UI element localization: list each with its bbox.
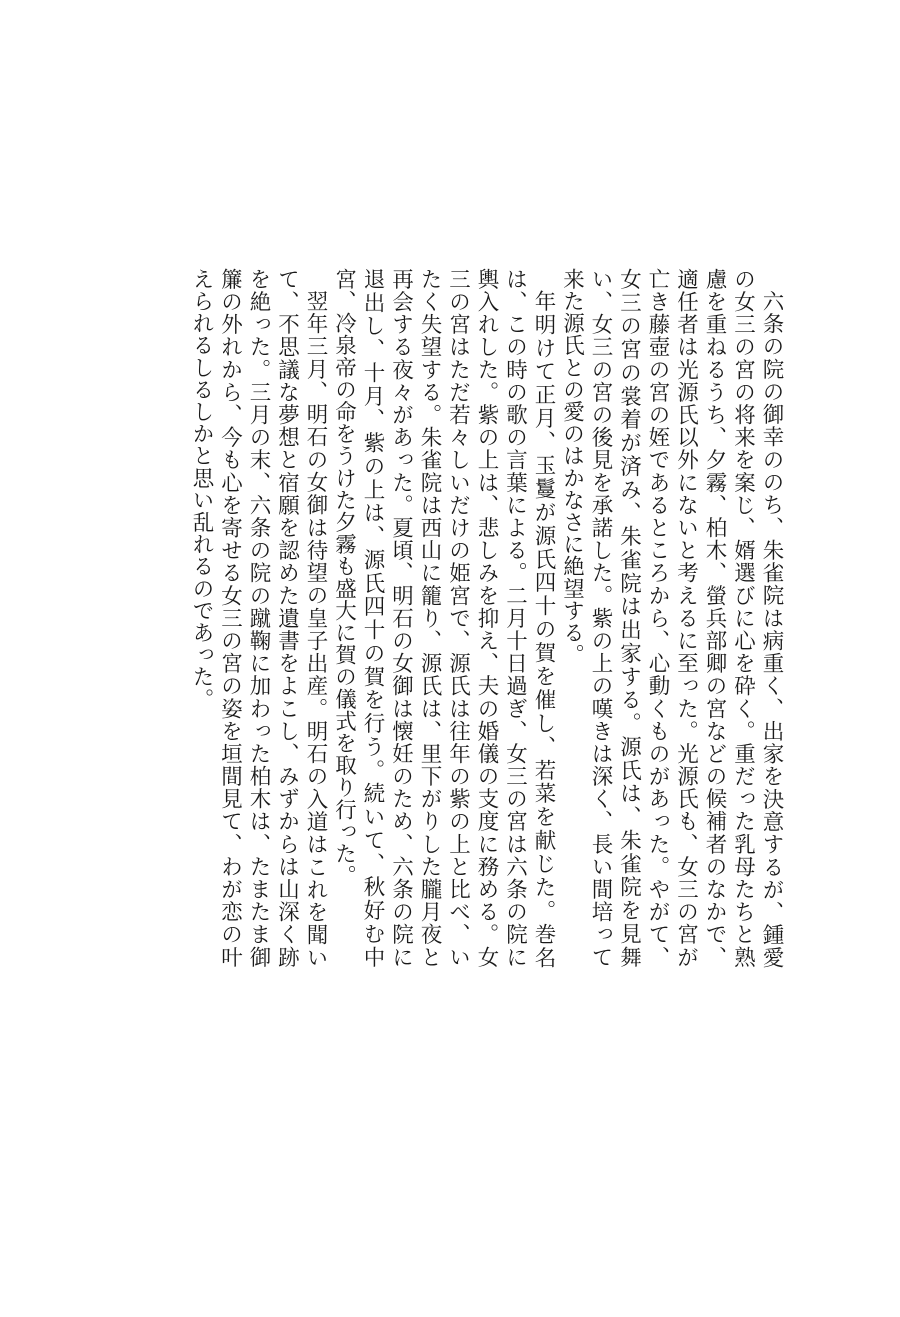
paragraph-3: 翌年三月、明石の女御は待望の皇子出産。明石の入道はこれを聞いて、不思議な夢想と宿願を認めた遺書をよこし、みずからは山深く跡を絶った。三月の末、六条の院の蹴鞠に加わった柏木は、たまたま御簾の外れから、今も心を寄せる女三の宮の姿を垣間見て、わが恋の叶えられるしるしかと思い乱れるのであった。 bbox=[189, 268, 328, 968]
vertical-text-block bbox=[185, 268, 785, 968]
paragraph-2: 年明けて正月、玉鬘が源氏四十の賀を催し、若菜を献じた。巻名は、この時の歌の言葉による。二月十日過ぎ、女三の宮は六条の院に輿入れした。紫の上は、悲しみを抑え、夫の婚儀の支度に務める。女三の宮はただ若々しいだけの姫宮で、源氏は往年の紫の上と比べ、いたく失望する。朱雀院は西山に籠り、源氏は、里下がりした朧月夜と再会する夜々があった。夏頃、明石の女御は懐妊のため、六条の院に退出し、十月、紫の上は、源氏四十の賀を行う。続いて、秋好む中宮、冷泉帝の命をうけた夕霧も盛大に賀の儀式を取り行った。 bbox=[331, 268, 556, 968]
paragraph-1: 六条の院の御幸ののち、朱雀院は病重く、出家を決意するが、鍾愛の女三の宮の将来を案じ、婿選びに心を砕く。重だった乳母たちと熟慮を重ねるうち、夕霧、柏木、螢兵部卿の宮などの候補者のなかで、適任者は光源氏以外にないと考えるに至った。光源氏も、女三の宮が亡き藤壺の宮の姪であるところから、心動くものがあった。やがて、女三の宮の裳着が済み、朱雀院は出家する。源氏は、朱雀院を見舞い、女三の宮の後見を承諾した。紫の上の嘆きは深く、長い間培って来た源氏との愛のはかなさに絶望する。 bbox=[559, 268, 784, 968]
